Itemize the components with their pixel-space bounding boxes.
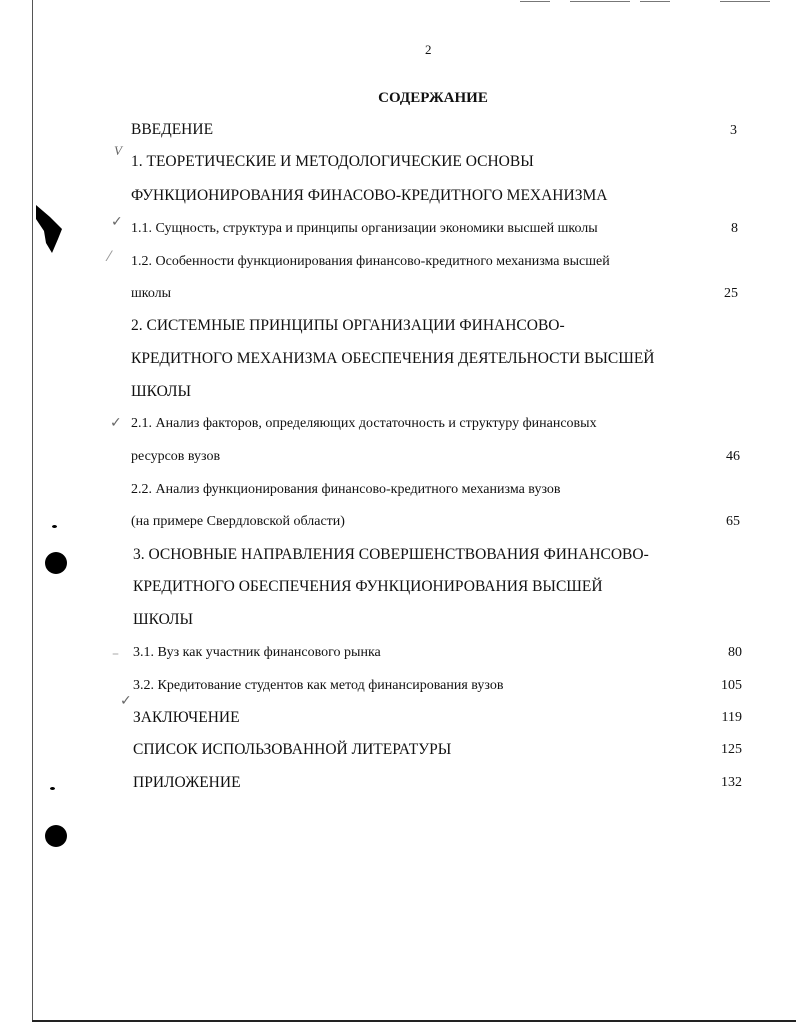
- toc-page-number: 25: [724, 286, 738, 301]
- page-number: 2: [425, 42, 432, 57]
- toc-entry: (на примере Свердловской области): [131, 514, 345, 529]
- scan-top-mark: [720, 1, 770, 2]
- toc-entry: КРЕДИТНОГО ОБЕСПЕЧЕНИЯ ФУНКЦИОНИРОВАНИЯ ВЫСШЕЙ: [133, 578, 603, 595]
- handwritten-check-icon: ✓: [110, 415, 122, 431]
- handwritten-check-icon: ✓: [111, 214, 123, 230]
- toc-page-number: 105: [721, 678, 742, 693]
- toc-page-number: 119: [721, 710, 742, 725]
- scan-left-edge: [32, 0, 33, 1020]
- toc-entry: 2. СИСТЕМНЫЕ ПРИНЦИПЫ ОРГАНИЗАЦИИ ФИНАНСОВО-: [131, 317, 565, 334]
- toc-entry: ФУНКЦИОНИРОВАНИЯ ФИНАСОВО-КРЕДИТНОГО МЕХАНИЗМА: [131, 187, 608, 204]
- toc-entry: 1.2. Особенности функционирования финансово-кредитного механизма высшей: [131, 254, 610, 269]
- handwritten-check-icon: V: [114, 143, 122, 158]
- handwritten-check-icon: ⁄: [108, 249, 111, 265]
- toc-page-number: 80: [728, 645, 742, 660]
- toc-page-number: 125: [721, 742, 742, 757]
- scan-top-mark: [640, 1, 670, 2]
- handwritten-check-icon: –: [112, 646, 119, 662]
- toc-entry: 1. ТЕОРЕТИЧЕСКИЕ И МЕТОДОЛОГИЧЕСКИЕ ОСНОВЫ: [131, 153, 534, 170]
- toc-entry: 3.1. Вуз как участник финансового рынка: [133, 645, 381, 660]
- toc-entry: ресурсов вузов: [131, 449, 221, 464]
- binding-clip-mark: [36, 205, 66, 255]
- handwritten-check-icon: ✓: [120, 693, 132, 709]
- punch-hole: [45, 552, 67, 574]
- toc-page-number: 3: [730, 123, 737, 138]
- toc-page-number: 65: [726, 514, 740, 529]
- toc-page-number: 132: [721, 775, 742, 790]
- toc-entry: 1.1. Сущность, структура и принципы организации экономики высшей школы: [131, 221, 598, 236]
- scan-bottom-edge: [32, 1020, 796, 1022]
- scan-top-mark: [570, 1, 630, 2]
- toc-entry: СПИСОК ИСПОЛЬЗОВАННОЙ ЛИТЕРАТУРЫ: [133, 741, 452, 758]
- toc-entry: 3. ОСНОВНЫЕ НАПРАВЛЕНИЯ СОВЕРШЕНСТВОВАНИЯ ФИНАНСОВО-: [133, 546, 649, 563]
- punch-hole: [45, 825, 67, 847]
- toc-entry: 2.2. Анализ функционирования финансово-кредитного механизма вузов: [131, 482, 561, 497]
- toc-entry: школы: [131, 286, 172, 301]
- scan-top-mark: [520, 1, 550, 2]
- toc-entry: 2.1. Анализ факторов, определяющих достаточность и структуру финансовых: [131, 416, 597, 431]
- toc-entry: КРЕДИТНОГО МЕХАНИЗМА ОБЕСПЕЧЕНИЯ ДЕЯТЕЛЬНОСТИ ВЫСШЕЙ: [131, 350, 655, 367]
- toc-entry: ПРИЛОЖЕНИЕ: [133, 774, 241, 791]
- page-title: СОДЕРЖАНИЕ: [378, 90, 488, 106]
- toc-entry: 3.2. Кредитование студентов как метод финансирования вузов: [133, 678, 504, 693]
- toc-page-number: 8: [731, 221, 738, 236]
- speck: [50, 787, 55, 790]
- toc-entry: ШКОЛЫ: [131, 383, 192, 400]
- toc-entry: ШКОЛЫ: [133, 611, 194, 628]
- toc-entry: ВВЕДЕНИЕ: [131, 121, 214, 138]
- toc-entry: ЗАКЛЮЧЕНИЕ: [133, 709, 240, 726]
- speck: [52, 525, 57, 528]
- toc-page-number: 46: [726, 449, 740, 464]
